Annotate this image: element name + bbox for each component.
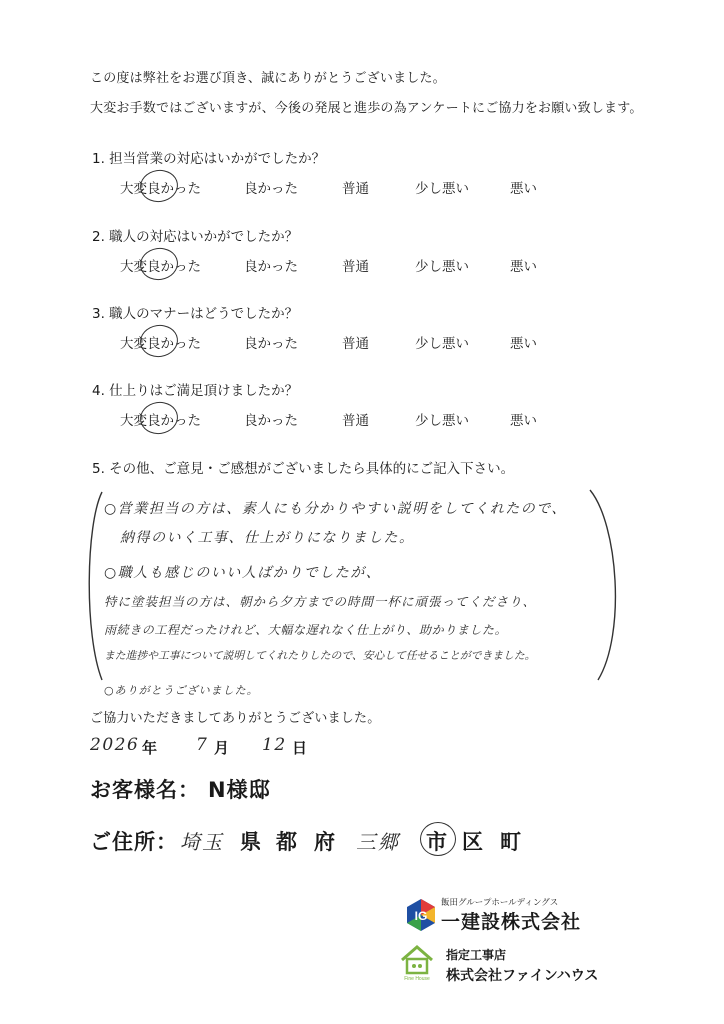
q3-option-good: 良かった	[244, 336, 298, 352]
ig-logo-text: IG	[414, 909, 428, 923]
q3-option-bad: 悪い	[510, 336, 537, 352]
comment-line-3: ○職人も感じのいい人ばかりでしたが、	[104, 565, 382, 581]
address-town-unit: 町	[500, 830, 522, 854]
intro-line-2: 大変お手数ではございますが、今後の発展と進歩の為アンケートにご協力をお願い致します。	[90, 101, 643, 116]
comment-line-4: 特に塗装担当の方は、朝から夕方までの時間一杯に頑張ってくださり、	[104, 594, 537, 609]
customer-label: お客様名：	[90, 778, 200, 802]
q3-option-normal: 普通	[342, 336, 369, 352]
address-ward-unit: 区	[462, 830, 484, 854]
date-year-value: 2026	[90, 735, 140, 755]
q2-option-good: 良かった	[244, 259, 298, 275]
ig-logo	[403, 897, 439, 933]
q1-option-very-good: 大変良かった	[120, 181, 201, 197]
date-year-unit: 年	[142, 739, 158, 757]
q4-option-bad: 悪い	[510, 413, 537, 429]
q1-option-bad: 悪い	[510, 181, 537, 197]
address-prefecture-hand: 埼玉	[180, 830, 224, 854]
fine-house-logo	[398, 942, 436, 982]
q2-option-slightly-bad: 少し悪い	[415, 259, 469, 275]
address-city-unit: 市	[426, 830, 448, 854]
q3-option-very-good: 大変良かった	[120, 336, 201, 352]
q4-option-normal: 普通	[342, 413, 369, 429]
address-city-circle	[420, 822, 456, 856]
q1-selected-circle	[138, 168, 180, 205]
q3-option-slightly-bad: 少し悪い	[415, 336, 469, 352]
comment-line-5: 雨続きの工程だったけれど、大幅な遅れなく仕上がり、助かりました。	[104, 623, 508, 637]
date-month-value: 7	[196, 735, 209, 755]
comment-line-7: ○ありがとうございました。	[104, 684, 259, 697]
q2-option-very-good: 大変良かった	[120, 259, 201, 275]
date-month-unit: 月	[214, 739, 230, 757]
q4-option-very-good: 大変良かった	[120, 413, 201, 429]
q1-option-good: 良かった	[244, 181, 298, 197]
comment-line-1: ○営業担当の方は、素人にも分かりやすい説明をしてくれたので、	[104, 501, 567, 517]
designated-label: 指定工事店	[446, 948, 507, 962]
q2-option-normal: 普通	[342, 259, 369, 275]
intro-line-1: この度は弊社をお選び頂き、誠にありがとうございました。	[90, 71, 446, 86]
q2-option-bad: 悪い	[510, 259, 537, 275]
customer-name: N様邸	[208, 778, 271, 802]
question-5-label: 5. その他、ご意見・ご感想がございましたら具体的にご記入下さい。	[92, 461, 515, 477]
q1-option-normal: 普通	[342, 181, 369, 197]
group-name: 飯田グループホールディングス	[441, 898, 559, 908]
q4-option-slightly-bad: 少し悪い	[415, 413, 469, 429]
address-city-hand: 三郷	[356, 830, 400, 854]
question-2-label: 2. 職人の対応はいかがでしたか？	[92, 229, 299, 245]
question-4-label: 4. 仕上りはご満足頂けましたか？	[92, 383, 299, 399]
comment-line-2: 納得のいく工事、仕上がりになりました。	[120, 530, 415, 546]
address-label: ご住所：	[90, 830, 178, 854]
question-3-label: 3. 職人のマナーはどうでしたか？	[92, 306, 299, 322]
fine-house-logo-text: Fine House	[404, 976, 430, 982]
comment-line-6: また進捗や工事について説明してくれたりしたので、安心して任せることができました。	[104, 649, 536, 662]
q4-selected-circle	[138, 400, 180, 437]
question-1-label: 1. 担当営業の対応はいかがでしたか？	[92, 151, 326, 167]
q1-option-slightly-bad: 少し悪い	[415, 181, 469, 197]
q3-selected-circle	[138, 323, 180, 360]
q2-selected-circle	[138, 246, 180, 283]
address-pref-unit: 県	[240, 830, 262, 854]
date-day-unit: 日	[292, 739, 308, 757]
q4-option-good: 良かった	[244, 413, 298, 429]
address-metro-unit: 都	[276, 830, 298, 854]
date-day-value: 12	[262, 735, 287, 755]
company-name: 一建設株式会社	[441, 911, 582, 933]
thanks-line: ご協力いただきましてありがとうございました。	[90, 711, 381, 726]
address-fu-unit: 府	[314, 830, 336, 854]
contractor-name: 株式会社ファインハウス	[446, 968, 599, 984]
